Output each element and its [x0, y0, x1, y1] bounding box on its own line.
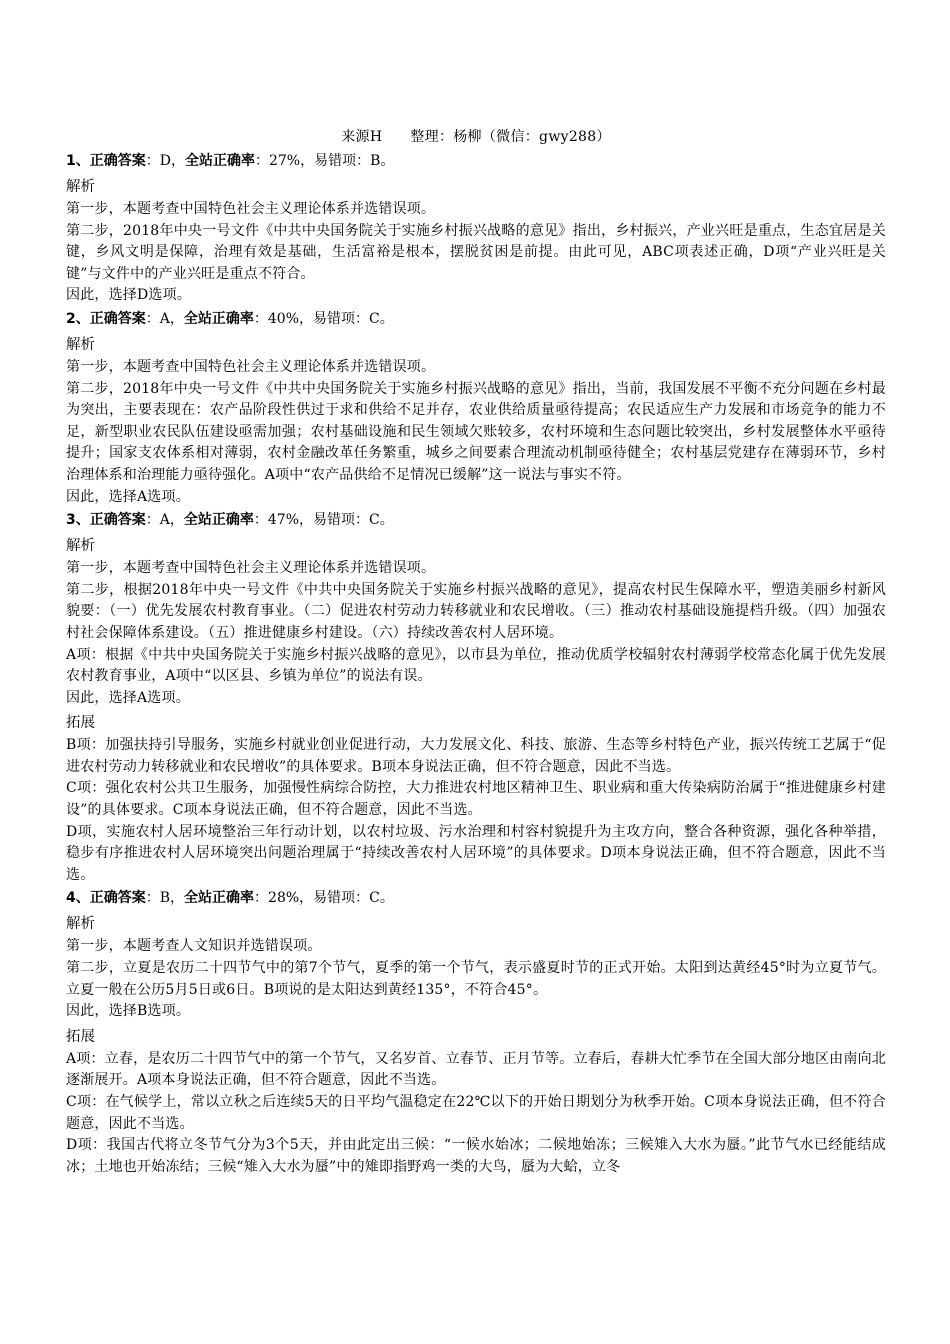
rate-label: 全站正确率 [183, 310, 254, 327]
extension-paragraph: D项：我国古代将立冬节气分为3个5天，并由此定出三候：“一候水始冰；二候地始冻；三候雉入大水为蜃。”此节气水已经能结成冰；土地也开始冻结；三候“雉入大水为蜃”中的雉即指野鸡一类的大鸟，蜃为大蛤，立冬 [66, 1137, 886, 1175]
extension-paragraph: A项：立春，是农历二十四节气中的第一个节气，又名岁首、立春节、正月节等。立春后，春耕大忙季节在全国大部分地区由南向北逐渐展开。A项本身说法正确，但不符合题意，因此不当选。 [66, 1050, 886, 1089]
document-page [66, 127, 886, 1178]
question-number: 1、 [66, 153, 90, 169]
rate-label: 全站正确率 [183, 512, 254, 529]
question-number: 3、 [66, 512, 90, 529]
document-header [66, 127, 886, 147]
question-block [66, 508, 886, 886]
analysis-paragraph: 因此，选择A选项。 [66, 689, 190, 706]
rate-label: 全站正确率 [184, 153, 255, 169]
question-number: 2、 [66, 310, 90, 327]
answer-value: ：D， [145, 153, 185, 169]
question-number: 4、 [66, 890, 90, 907]
extension-title: 拓展 [66, 1028, 95, 1045]
answer-value: ：A， [145, 512, 184, 529]
analysis-paragraph: 因此，选择A选项。 [66, 488, 190, 505]
analysis-paragraph: 第二步，2018年中央一号文件《中共中央国务院关于实施乡村振兴战略的意见》指出，当前，我国发展不平衡不充分问题在乡村最为突出，主要表现在：农产品阶段性供过于求和供给不足并存，农业供给质量亟待提高；农民适应生产力发展和市场竞争的能力不足，新型职业农民队伍建设亟需加强；农村基础设施和民生领域欠账较多，农村环境和生态问题比较突出，乡村发展整体水平亟待提升；国家支农体系相对薄弱，农村金融改革任务繁重，城乡之间要素合理流动机制亟待健全；农村基层党建存在薄弱环节，乡村治理体系和治理能力亟待强化。A项中“农产品供给不足情况已缓解”这一说法与事实不符。 [66, 380, 886, 483]
analysis-title: 解析 [66, 538, 95, 555]
extension-title: 拓展 [66, 715, 95, 732]
answer-value: ：A， [145, 310, 184, 327]
rate-value: ：28%，易错项：C。 [254, 890, 394, 907]
question-block [66, 307, 886, 508]
answer-value: ：B， [145, 890, 185, 907]
analysis-title: 解析 [66, 916, 95, 933]
answer-line [66, 886, 886, 910]
rate-value: ：47%，易错项：C。 [253, 512, 394, 529]
rate-value: ：27%，易错项：B。 [254, 153, 395, 169]
answer-label: 正确答案 [89, 153, 146, 169]
analysis-paragraph: 第一步，本题考查中国特色社会主义理论体系并选错误项。 [66, 358, 436, 375]
analysis-paragraph: A项：根据《中共中央国务院关于实施乡村振兴战略的意见》，以市县为单位，推动优质学校辐射农村薄弱学校常态化属于优先发展农村教育事业，A项中“以区县、乡镇为单位”的说法有误。 [66, 646, 886, 685]
analysis-paragraph: 第二步，立夏是农历二十四节气中的第7个节气，夏季的第一个节气，表示盛夏时节的正式开始。太阳到达黄经45°时为立夏节气。立夏一般在公历5月5日或6日。B项说的是太阳达到黄经135°，不符合45°。 [66, 960, 886, 998]
answer-label: 正确答案 [89, 512, 146, 529]
extension-paragraph: D项，实施农村人居环境整治三年行动计划，以农村垃圾、污水治理和村容村貌提升为主攻方向，整合各种资源，强化各种举措，稳步有序推进农村人居环境突出问题治理属于“持续改善农村人居环境”的具体要求。D项本身说法正确，但不符合题意，因此不当选。 [66, 823, 886, 883]
analysis-paragraph: 因此，选择D选项。 [66, 287, 192, 304]
rate-label: 全站正确率 [184, 890, 255, 907]
header-source: 来源H [341, 129, 383, 145]
analysis-paragraph: 第一步，本题考查中国特色社会主义理论体系并选错误项。 [66, 560, 436, 577]
question-list [66, 149, 886, 1178]
header-organizer: 整理：杨柳（微信：gwy288） [410, 129, 611, 145]
extension-paragraph: B项：加强扶持引导服务，实施乡村就业创业促进行动，大力发展文化、科技、旅游、生态等乡村特色产业，振兴传统工艺属于“促进农村劳动力转移就业和农民增收”的具体要求。B项本身说法正确，但不符合题意，因此不当选。 [66, 737, 886, 775]
extension-paragraph: C项：强化农村公共卫生服务，加强慢性病综合防控，大力推进农村地区精神卫生、职业病和重大传染病防治属于“推进健康乡村建设”的具体要求。C项本身说法正确，但不符合题意，因此不当选。 [66, 780, 886, 819]
analysis-paragraph: 第二步，2018年中央一号文件《中共中央国务院关于实施乡村振兴战略的意见》指出，乡村振兴，产业兴旺是重点，生态宜居是关键，乡风文明是保障，治理有效是基础，生活富裕是根本，摆脱贫困是前提。由此可见，ABC项表述正确，D项“产业兴旺是关键”与文件中的产业兴旺是重点不符合。 [66, 222, 886, 282]
question-block [66, 149, 886, 307]
answer-label: 正确答案 [89, 890, 146, 907]
question-block [66, 886, 886, 1178]
answer-label: 正确答案 [89, 310, 146, 327]
analysis-paragraph: 因此，选择B选项。 [66, 1003, 191, 1020]
analysis-title: 解析 [66, 336, 95, 353]
analysis-paragraph: 第一步，本题考查人文知识并选错误项。 [66, 938, 322, 955]
analysis-paragraph: 第二步，根据2018年中央一号文件《中共中央国务院关于实施乡村振兴战略的意见》，提高农村民生保障水平，塑造美丽乡村新风貌要：（一）优先发展农村教育事业。（二）促进农村劳动力转移就业和农民增收。（三）推动农村基础设施提档升级。（四）加强农村社会保障体系建设。（五）推进健康乡村建设。（六）持续改善农村人居环境。 [66, 581, 886, 641]
analysis-title: 解析 [66, 179, 95, 195]
analysis-paragraph: 第一步，本题考查中国特色社会主义理论体系并选错误项。 [66, 201, 436, 217]
answer-line [66, 508, 886, 532]
answer-line [66, 307, 886, 331]
rate-value: ：40%，易错项：C。 [253, 310, 394, 327]
extension-paragraph: C项：在气候学上，常以立秋之后连续5天的日平均气温稳定在22℃以下的开始日期划分为秋季开始。C项本身说法正确，但不符合题意，因此不当选。 [66, 1094, 886, 1132]
answer-line [66, 149, 886, 173]
